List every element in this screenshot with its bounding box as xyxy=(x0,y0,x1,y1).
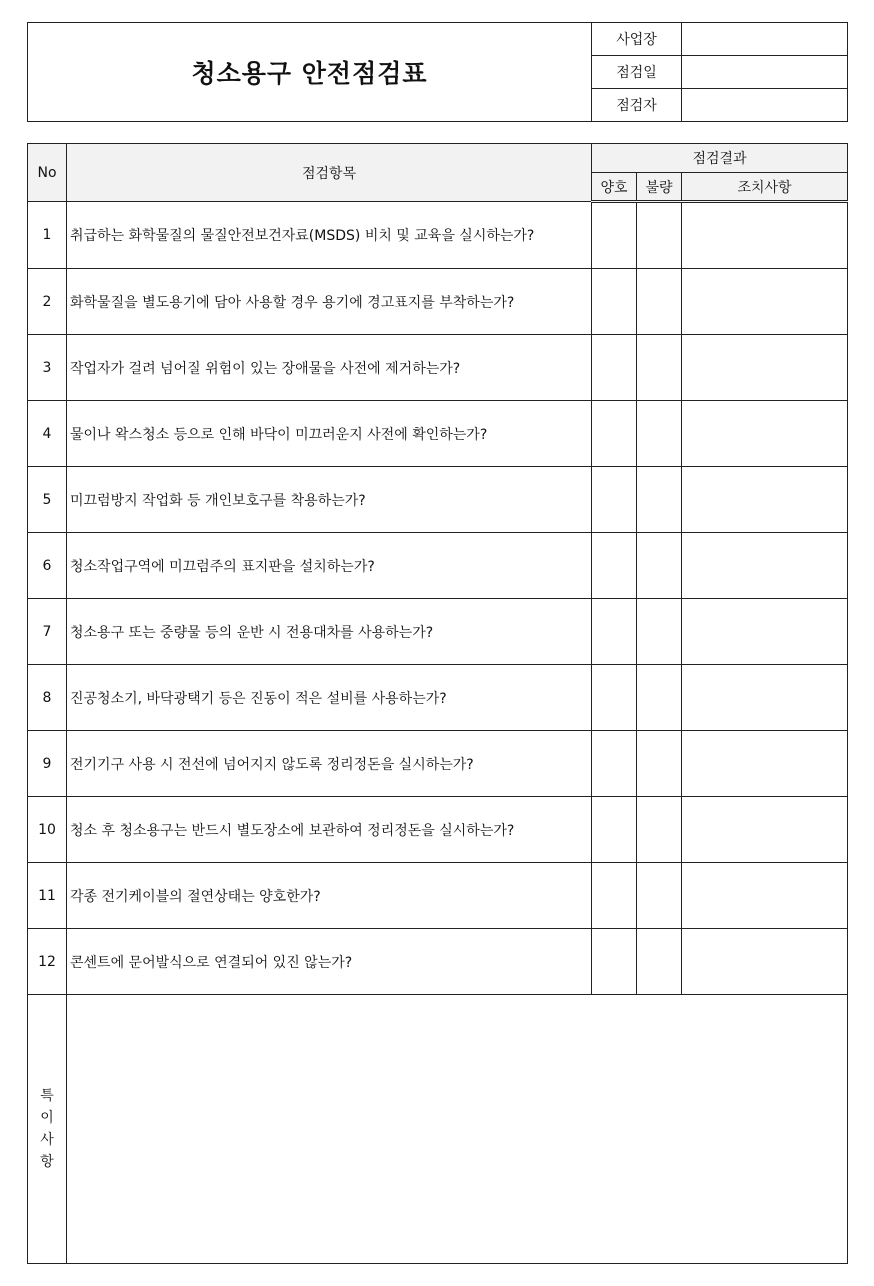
bad-check-cell[interactable] xyxy=(637,929,682,995)
good-check-cell[interactable] xyxy=(592,863,637,929)
item-number: 10 xyxy=(28,797,67,863)
col-header-no: No xyxy=(28,144,67,202)
item-question: 물이나 왁스청소 등으로 인해 바닥이 미끄러운지 사전에 확인하는가? xyxy=(67,401,592,467)
bad-check-cell[interactable] xyxy=(637,731,682,797)
bad-check-cell[interactable] xyxy=(637,863,682,929)
item-question: 콘센트에 문어발식으로 연결되어 있진 않는가? xyxy=(67,929,592,995)
item-question: 청소 후 청소용구는 반드시 별도장소에 보관하여 정리정돈을 실시하는가? xyxy=(67,797,592,863)
good-check-cell[interactable] xyxy=(592,467,637,533)
item-number: 11 xyxy=(28,863,67,929)
remarks-field[interactable] xyxy=(67,995,848,1264)
col-header-good: 양호 xyxy=(592,173,637,202)
inspector-label: 점검자 xyxy=(592,89,682,122)
table-row xyxy=(28,335,848,401)
bad-check-cell[interactable] xyxy=(637,401,682,467)
table-row xyxy=(28,467,848,533)
header-table xyxy=(27,22,848,122)
table-row xyxy=(28,401,848,467)
item-number: 12 xyxy=(28,929,67,995)
good-check-cell[interactable] xyxy=(592,929,637,995)
good-check-cell[interactable] xyxy=(592,797,637,863)
table-row xyxy=(28,797,848,863)
item-question: 취급하는 화학물질의 물질안전보건자료(MSDS) 비치 및 교육을 실시하는가? xyxy=(67,202,592,269)
item-number: 6 xyxy=(28,533,67,599)
action-cell[interactable] xyxy=(682,533,848,599)
good-check-cell[interactable] xyxy=(592,202,637,269)
bad-check-cell[interactable] xyxy=(637,665,682,731)
item-question: 진공청소기, 바닥광택기 등은 진동이 적은 설비를 사용하는가? xyxy=(67,665,592,731)
workplace-label: 사업장 xyxy=(592,23,682,56)
action-cell[interactable] xyxy=(682,863,848,929)
table-row xyxy=(28,863,848,929)
col-header-result: 점검결과 xyxy=(592,144,848,173)
item-question: 청소작업구역에 미끄럼주의 표지판을 설치하는가? xyxy=(67,533,592,599)
bad-check-cell[interactable] xyxy=(637,269,682,335)
bad-check-cell[interactable] xyxy=(637,599,682,665)
action-cell[interactable] xyxy=(682,269,848,335)
col-header-item: 점검항목 xyxy=(67,144,592,202)
item-question: 화학물질을 별도용기에 담아 사용할 경우 용기에 경고표지를 부착하는가? xyxy=(67,269,592,335)
checklist-table xyxy=(27,143,848,1264)
action-cell[interactable] xyxy=(682,797,848,863)
item-number: 7 xyxy=(28,599,67,665)
item-question: 작업자가 걸려 넘어질 위험이 있는 장애물을 사전에 제거하는가? xyxy=(67,335,592,401)
remarks-char: 항 xyxy=(40,1154,54,1170)
good-check-cell[interactable] xyxy=(592,533,637,599)
inspection-date-label: 점검일 xyxy=(592,56,682,89)
workplace-field[interactable] xyxy=(682,23,848,56)
table-row xyxy=(28,929,848,995)
item-question: 미끄럼방지 작업화 등 개인보호구를 착용하는가? xyxy=(67,467,592,533)
bad-check-cell[interactable] xyxy=(637,335,682,401)
action-cell[interactable] xyxy=(682,599,848,665)
table-row xyxy=(28,269,848,335)
header-row xyxy=(28,144,848,173)
inspector-field[interactable] xyxy=(682,89,848,122)
action-cell[interactable] xyxy=(682,929,848,995)
table-row xyxy=(28,731,848,797)
good-check-cell[interactable] xyxy=(592,335,637,401)
good-check-cell[interactable] xyxy=(592,731,637,797)
item-number: 2 xyxy=(28,269,67,335)
item-question: 각종 전기케이블의 절연상태는 양호한가? xyxy=(67,863,592,929)
bad-check-cell[interactable] xyxy=(637,467,682,533)
action-cell[interactable] xyxy=(682,335,848,401)
remarks-char: 이 xyxy=(40,1110,54,1126)
item-number: 8 xyxy=(28,665,67,731)
bad-check-cell[interactable] xyxy=(637,202,682,269)
item-question: 전기기구 사용 시 전선에 넘어지지 않도록 정리정돈을 실시하는가? xyxy=(67,731,592,797)
action-cell[interactable] xyxy=(682,665,848,731)
item-number: 5 xyxy=(28,467,67,533)
action-cell[interactable] xyxy=(682,202,848,269)
table-row xyxy=(28,202,848,269)
page-title: 청소용구 안전점검표 xyxy=(28,23,592,122)
bad-check-cell[interactable] xyxy=(637,797,682,863)
good-check-cell[interactable] xyxy=(592,269,637,335)
table-row xyxy=(28,665,848,731)
action-cell[interactable] xyxy=(682,731,848,797)
item-question: 청소용구 또는 중량물 등의 운반 시 전용대차를 사용하는가? xyxy=(67,599,592,665)
remarks-char: 사 xyxy=(40,1132,54,1148)
remarks-label xyxy=(28,995,67,1264)
remarks-row xyxy=(28,995,848,1264)
action-cell[interactable] xyxy=(682,467,848,533)
bad-check-cell[interactable] xyxy=(637,533,682,599)
good-check-cell[interactable] xyxy=(592,599,637,665)
col-header-action: 조치사항 xyxy=(682,173,848,202)
item-number: 1 xyxy=(28,202,67,269)
good-check-cell[interactable] xyxy=(592,401,637,467)
inspection-date-field[interactable] xyxy=(682,56,848,89)
table-row xyxy=(28,533,848,599)
action-cell[interactable] xyxy=(682,401,848,467)
col-header-bad: 불량 xyxy=(637,173,682,202)
remarks-char: 특 xyxy=(40,1088,54,1104)
item-number: 9 xyxy=(28,731,67,797)
item-number: 3 xyxy=(28,335,67,401)
table-row xyxy=(28,599,848,665)
good-check-cell[interactable] xyxy=(592,665,637,731)
item-number: 4 xyxy=(28,401,67,467)
